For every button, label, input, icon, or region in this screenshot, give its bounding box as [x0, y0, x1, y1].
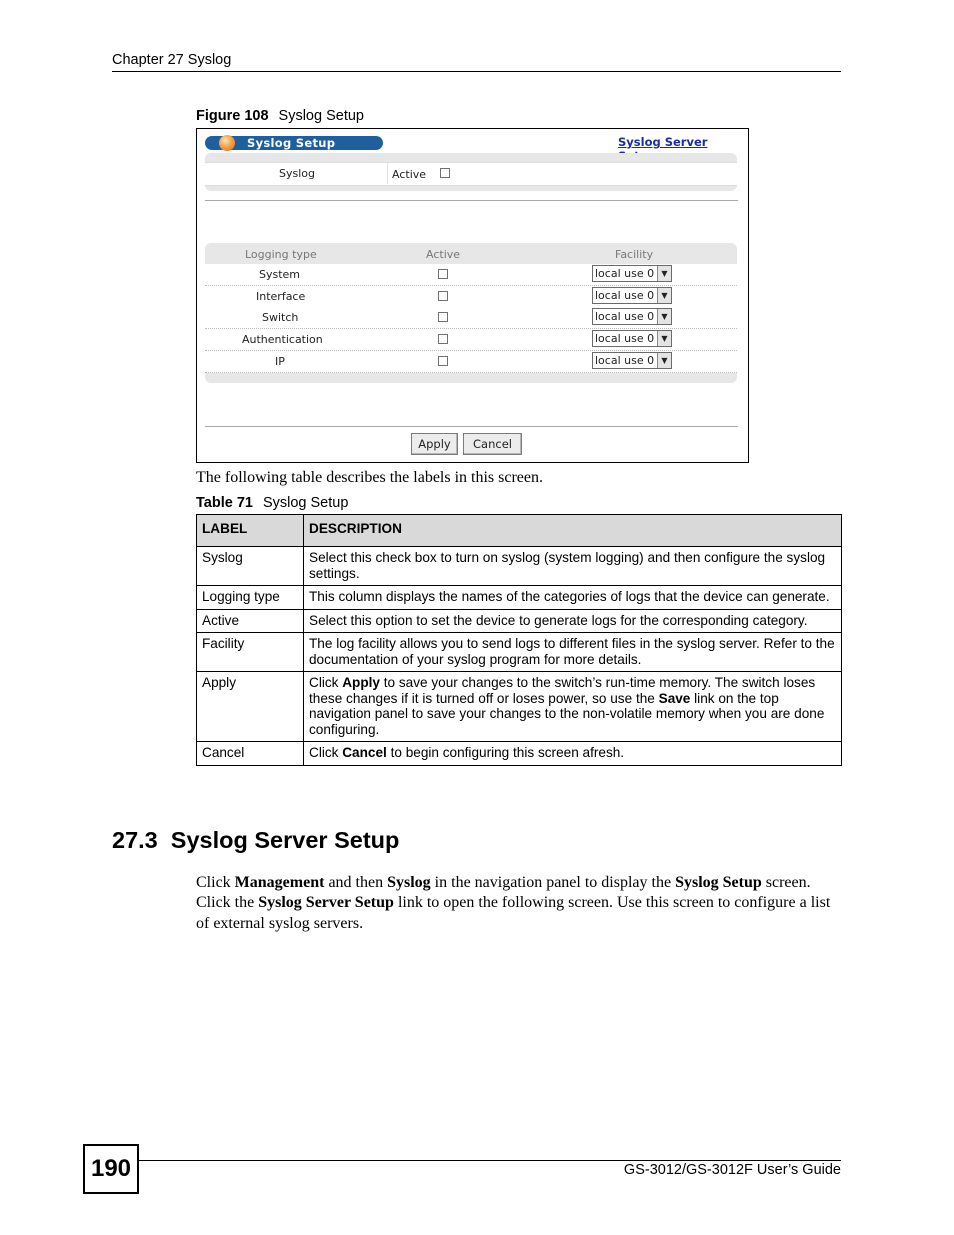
logging-row: [205, 286, 737, 308]
logging-row: [205, 351, 737, 373]
chevron-down-icon[interactable]: ▼: [657, 353, 671, 368]
text-span: Click: [309, 745, 343, 760]
row-label: Facility: [197, 633, 304, 672]
figure-title: Syslog Setup: [278, 108, 364, 124]
syslog-label: Syslog: [279, 167, 315, 180]
facility-select[interactable]: [592, 265, 672, 282]
figure-label: Figure 108: [196, 108, 269, 124]
chevron-down-icon[interactable]: ▼: [657, 288, 671, 303]
syslog-setup-screenshot: [196, 128, 749, 463]
intro-paragraph: The following table describes the labels in this screen.: [196, 469, 544, 486]
bold-term: Management: [234, 874, 325, 891]
facility-value: local use 0: [595, 332, 655, 345]
row-description: The log facility allows you to send logs to different files in the syslog server. Refer to the documentation of your syslog program for more details.: [304, 633, 842, 672]
section-paragraph: [196, 873, 846, 934]
text-span: Click: [309, 675, 343, 690]
row-label: Syslog: [197, 547, 304, 586]
row-label: Apply: [197, 672, 304, 742]
cancel-button[interactable]: Cancel: [463, 433, 522, 455]
col-header-logging-type: Logging type: [245, 248, 317, 261]
bold-term: Cancel: [342, 745, 387, 760]
text-span: and then: [324, 874, 388, 891]
row-label: Cancel: [197, 742, 304, 766]
logging-active-checkbox[interactable]: [438, 312, 448, 322]
facility-select[interactable]: [592, 330, 672, 347]
row-description: Select this check box to turn on syslog (system logging) and then configure the syslog settings.: [304, 547, 842, 586]
facility-select[interactable]: [592, 308, 672, 325]
text-span: link on the top navigation panel to save your changes to the non-volatile memory when you are done configuring.: [309, 690, 825, 737]
syslog-server-setup-link[interactable]: Syslog Server: [618, 135, 708, 149]
col-header-facility: Facility: [615, 248, 654, 261]
section-title: 27.3 Syslog Server Setup: [112, 827, 400, 853]
row-label: Logging type: [197, 586, 304, 610]
col-header-active: Active: [426, 248, 461, 261]
text-span: screen. Click the: [196, 874, 811, 912]
facility-value: local use 0: [595, 354, 655, 367]
bulb-icon: [219, 135, 235, 151]
apply-button[interactable]: Apply: [411, 433, 458, 455]
table-row: [197, 586, 842, 610]
facility-value: local use 0: [595, 289, 655, 302]
logging-row: [205, 329, 737, 351]
figure-caption: [196, 108, 364, 124]
logging-row: [205, 307, 737, 329]
chevron-down-icon[interactable]: ▼: [657, 331, 671, 346]
facility-value: local use 0: [595, 310, 655, 323]
text-span: to save your changes to the switch’s run-time memory. The switch loses these changes if it is turned off or loses power, so use the: [309, 675, 816, 706]
facility-select[interactable]: [592, 352, 672, 369]
facility-select[interactable]: [592, 287, 672, 304]
text-span: link to open the following screen. Use this screen to configure a list of external syslog servers.: [196, 894, 831, 932]
logging-active-checkbox[interactable]: [438, 334, 448, 344]
logging-active-checkbox[interactable]: [438, 269, 448, 279]
logging-type-name: Interface: [256, 290, 306, 303]
text-span: in the navigation panel to display the: [430, 874, 676, 891]
bold-term: Syslog: [387, 874, 431, 891]
row-description: Select this option to set the device to generate logs for the corresponding category.: [304, 609, 842, 633]
logging-type-name: System: [259, 268, 301, 281]
table-row: [197, 633, 842, 672]
table-caption: [196, 495, 348, 511]
divider: [205, 200, 738, 201]
screen-title: Syslog Setup: [247, 136, 336, 150]
table-header-row: [197, 515, 842, 547]
chevron-down-icon[interactable]: ▼: [657, 309, 671, 324]
chevron-down-icon[interactable]: ▼: [657, 266, 671, 281]
text-span: to begin configuring this screen afresh.: [386, 745, 625, 760]
guide-title: GS-3012/GS-3012F User’s Guide: [623, 1162, 841, 1178]
text-span: Click: [196, 874, 235, 891]
logging-type-name: Switch: [262, 311, 299, 324]
chapter-header: Chapter 27 Syslog: [112, 52, 232, 68]
row-label: Active: [197, 609, 304, 633]
bold-term: Syslog Server Setup: [258, 894, 394, 912]
table-title: Syslog Setup: [262, 495, 349, 511]
bold-term: Syslog Setup: [675, 874, 762, 891]
logging-active-checkbox[interactable]: [438, 291, 448, 301]
syslog-active-label: Active: [392, 168, 427, 181]
table-row: [197, 672, 842, 742]
description-table: [196, 514, 842, 766]
footer-rule: [139, 1160, 841, 1161]
logging-active-checkbox[interactable]: [438, 356, 448, 366]
divider: [205, 426, 738, 427]
header-rule: [112, 71, 841, 72]
logging-type-name: IP: [275, 355, 285, 368]
table-row: [197, 609, 842, 633]
table-label: Table 71: [196, 495, 253, 511]
table-row: [197, 547, 842, 586]
facility-value: local use 0: [595, 267, 655, 280]
bold-term: Save: [658, 690, 691, 706]
row-description: This column displays the names of the categories of logs that the device can generate.: [304, 586, 842, 610]
row-description: [304, 742, 842, 766]
description-column-header: DESCRIPTION: [304, 515, 842, 547]
table-row: [197, 742, 842, 766]
logging-type-name: Authentication: [242, 333, 323, 346]
logging-row: [205, 264, 737, 286]
row-description: [304, 672, 842, 742]
page-number: 190: [83, 1144, 139, 1194]
bold-term: Apply: [342, 675, 380, 690]
syslog-active-checkbox[interactable]: [440, 168, 450, 178]
label-column-header: LABEL: [197, 515, 304, 547]
syslog-row-separator: [387, 162, 388, 184]
